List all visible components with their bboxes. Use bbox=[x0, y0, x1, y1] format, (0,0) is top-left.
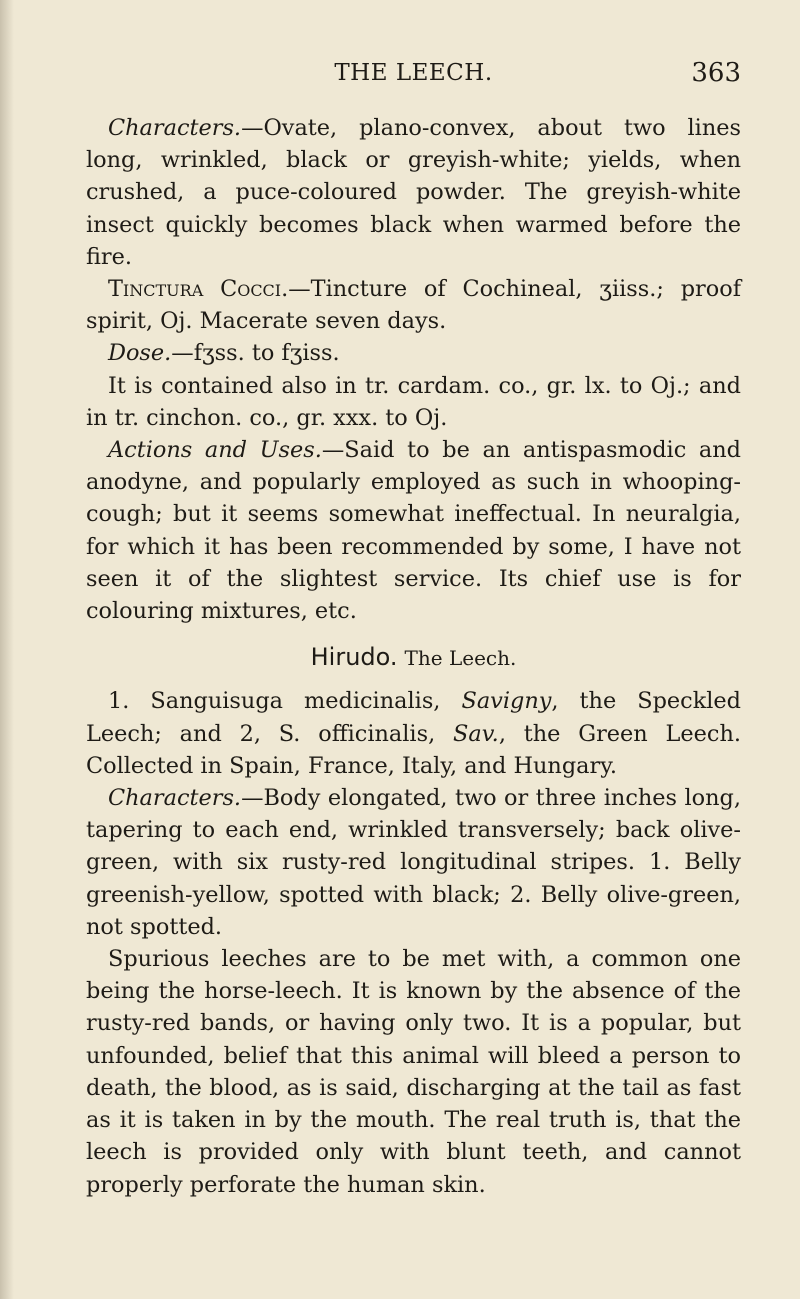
paragraph-text: —Said to be an antispasmodic and anodyne, and popularly employed as such in whooping-cough; but it seems somewhat ineffectual. In neuralgia, for which it has been recommended by some, I have not seen it of the slightest service. Its chief use is for colouring mixtures, etc. bbox=[86, 437, 741, 625]
paragraph-text: —fʒss. to fʒiss. bbox=[171, 340, 340, 367]
paragraph-label: Tinctura Cocci. bbox=[108, 276, 289, 303]
paragraph-characters-leech bbox=[86, 782, 741, 943]
book-page bbox=[86, 0, 741, 1299]
page-number: 363 bbox=[691, 58, 741, 88]
paragraph-spurious bbox=[86, 943, 741, 1201]
paragraph-text: , the Green Leech. Collected in Spain, France, Italy, and Hungary. bbox=[86, 720, 741, 779]
paragraph-species bbox=[86, 685, 741, 782]
paragraph-text: 1. Sanguisuga medicinalis, bbox=[108, 688, 441, 715]
section-title: Hirudo. bbox=[310, 643, 398, 672]
paragraph-text: , the Speckled Leech; and 2, S. officinalis, bbox=[86, 688, 742, 747]
paragraph-label: Dose. bbox=[108, 340, 172, 367]
paragraph-text: Spurious leeches are to be met with, a common one being the horse-leech. It is known by the absence of the rusty-red bands, or having only two. It is a popular, but unfounded, belief that this animal will bleed a person to death, the blood, as is said, discharging at the tail as fast as it is taken in by the mouth. The real truth is, that the leech is provided only with blunt teeth, and cannot properly perforate the human skin. bbox=[86, 946, 741, 1198]
authority-name: Savigny bbox=[461, 688, 552, 715]
authority-name: Sav. bbox=[453, 720, 499, 747]
paragraph-text: It is contained also in tr. cardam. co., gr. lx. to Oj.; and in tr. cinchon. co., gr. xxx. to Oj. bbox=[86, 372, 741, 431]
paragraph-text: —Tincture of Cochineal, ʒiiss.; proof spirit, Oj. Macerate seven days. bbox=[86, 276, 742, 335]
page-edge bbox=[0, 0, 14, 1299]
paragraph-text: —Body elongated, two or three inches long, tapering to each end, wrinkled transversely; back olive-green, with six rusty-red longitudinal stripes. 1. Belly greenish-yellow, spotted with black; 2. Belly olive-green, not spotted. bbox=[86, 785, 741, 940]
paragraph-actions-uses bbox=[86, 434, 741, 627]
page-header bbox=[86, 58, 741, 94]
paragraph-characters-cochineal bbox=[86, 112, 741, 273]
paragraph-tinctura-cocci bbox=[86, 273, 741, 337]
running-head: THE LEECH. bbox=[334, 60, 493, 86]
paragraph-contained bbox=[86, 370, 741, 434]
body-text bbox=[86, 112, 741, 1201]
paragraph-text: —Ovate, plano-convex, about two lines long, wrinkled, black or greyish-white; yields, when crushed, a puce-coloured powder. The greyish-white insect quickly becomes black when warmed before the fire. bbox=[86, 115, 741, 270]
paragraph-label: Characters. bbox=[108, 115, 242, 141]
paragraph-dose bbox=[86, 337, 741, 369]
section-subtitle: The Leech. bbox=[404, 646, 517, 671]
paragraph-label: Characters. bbox=[108, 785, 242, 812]
paragraph-label: Actions and Uses. bbox=[108, 437, 322, 464]
section-heading bbox=[86, 641, 741, 675]
